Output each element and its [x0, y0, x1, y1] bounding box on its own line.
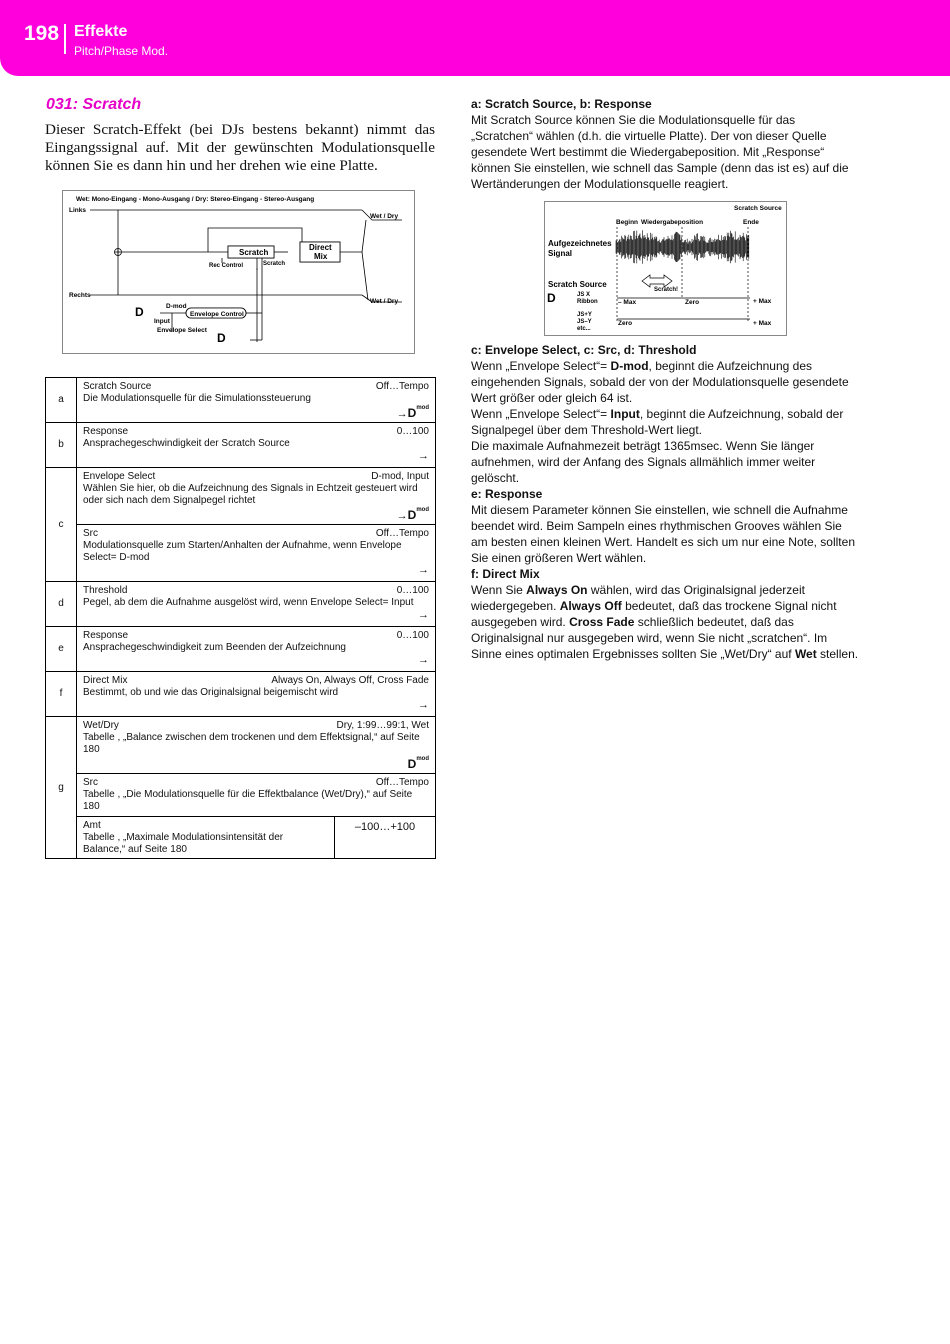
param-threshold: 0…100 Threshold Pegel, ab dem die Aufnahme ausgelöst wird, wenn Envelope Select= Input →: [77, 582, 436, 627]
wave-playback-position: Wiedergabeposition: [641, 219, 704, 226]
wave-scratch-source-top: Scratch Source: [734, 205, 782, 212]
para-response: Mit diesem Parameter können Sie einstellen, wie schnell die Aufnahme beendet wird. Beim Sampeln eines rhythmischen Grooves wählen Sie am besten einen kleinen Wert. Handelt es sich um nur eine Note, sollten Sie einen größeren Wert wählen.: [471, 503, 855, 565]
wave-jsy-plus: JS+Y: [577, 312, 592, 318]
para-direct-mix: Wenn Sie Always On wählen, wird das Originalsignal jederzeit wiedergegeben. Always Off bedeutet, daß das trockene Signal nicht ausgegeben wird. Cross Fade schließlich bedeutet, daß das Originalsignal nur ausgegeben wird, wenn Sie nicht „scratchen“. Im Sinne eines optimalen Ergebnisses sollten Sie „Wet/Dry“ auf Wet stellen.: [471, 583, 859, 661]
para-envelope-dmod: Wenn „Envelope Select“= D-mod, beginnt die Aufzeichnung des eingehenden Signals, sobald der von der Modulationsquelle gesendete Wert größer oder gleich 64 ist.: [471, 359, 849, 405]
wave-jsy-minus: JS–Y: [577, 319, 592, 325]
row-letter-b: b: [46, 423, 77, 468]
wave-scratch-source: Scratch Source: [548, 280, 607, 289]
header-banner: [0, 0, 950, 76]
param-direct-mix: Always On, Always Off, Cross Fade Direct Mix Bestimmt, ob und wie das Originalsignal beigemischt wird →: [77, 672, 436, 717]
right-column: [471, 96, 860, 662]
diagram-dmod-icon-2: D: [217, 331, 226, 345]
wave-recorded-1: Aufgezeichnetes: [548, 239, 612, 248]
param-amt: Amt Tabelle , „Maximale Modulationsintensität der Balance,“ auf Seite 180 –100…+100: [77, 817, 436, 859]
wave-dmod-icon: D: [547, 291, 556, 305]
heading-response: e: Response: [471, 487, 543, 501]
waveform-diagram: [544, 201, 787, 336]
diagram-left-label: Links: [69, 207, 86, 214]
row-letter-d: d: [46, 582, 77, 627]
diagram-wetdry-top: Wet / Dry: [370, 213, 399, 220]
block-diagram: [62, 190, 415, 354]
section-title: Effekte: [74, 23, 128, 40]
diagram-direct-label: Direct: [309, 243, 332, 252]
row-letter-f: f: [46, 672, 77, 717]
wave-zero-1: Zero: [685, 299, 700, 306]
effect-title: 031: Scratch: [46, 96, 142, 113]
dmod-icon: $D^{mod}$: [407, 756, 429, 771]
param-response-2: 0…100 Response Ansprachegeschwindigkeit zum Beenden der Aufzeichnung →: [77, 627, 436, 672]
diagram-dmod-icon: D: [135, 305, 144, 319]
param-response: 0…100 Response Ansprachegeschwindigkeit der Scratch Source →: [77, 423, 436, 468]
diagram-envelope-select: Envelope Select: [157, 327, 207, 334]
diagram-rec-control: Rec Control: [209, 263, 244, 269]
param-envelope-select: D-mod, Input Envelope Select Wählen Sie hier, ob die Aufzeichnung des Signals in Echtzeit gesteuert wird oder sich nach dem Signalpegel richtet $\to D^{mod}$: [77, 468, 436, 525]
diagram-scratch-small: Scratch: [263, 261, 286, 267]
wave-plus-max-2: + Max: [753, 320, 772, 327]
dmod-icon: $D^{mod}$: [407, 405, 429, 420]
diagram-scratch-block: Scratch: [239, 248, 269, 257]
wave-jsx: JS X: [577, 292, 591, 298]
parameter-table: [45, 377, 436, 859]
wave-etc: etc...: [577, 326, 591, 332]
page-number: 198: [24, 22, 60, 45]
wave-zero-2: Zero: [618, 320, 633, 327]
subsection-title: Pitch/Phase Mod.: [74, 44, 169, 58]
wave-end: Ende: [743, 219, 759, 226]
wave-minus-max: – Max: [618, 299, 637, 306]
diagram-input-label: Input: [154, 318, 170, 325]
para-max-time: Die maximale Aufnahmezeit beträgt 1365msec. Wenn Sie länger aufnehmen, wird der Anfang des Signals allmählich immer weiter gelöscht.: [471, 439, 816, 485]
param-wet-dry: Dry, 1:99…99:1, Wet Wet/Dry Tabelle , „Balance zwischen dem trockenen und dem Effektsignal,“ auf Seite 180 $D^{mod}$: [77, 717, 436, 774]
heading-envelope: c: Envelope Select, c: Src, d: Threshold: [471, 343, 697, 357]
diagram-right-label: Rechts: [69, 292, 91, 299]
row-letter-g: g: [46, 717, 77, 859]
param-src-2: Off…Tempo Src Tabelle , „Die Modulationsquelle für die Effektbalance (Wet/Dry),“ auf Seite 180: [77, 774, 436, 817]
diagram-wetdry-bottom: Wet / Dry: [370, 298, 399, 305]
heading-scratch-source: a: Scratch Source, b: Response: [471, 97, 652, 111]
row-letter-c: c: [46, 468, 77, 582]
row-letter-e: e: [46, 627, 77, 672]
row-letter-a: a: [46, 378, 77, 423]
dmod-icon: $D^{mod}$: [407, 507, 429, 522]
wave-recorded-2: Signal: [548, 249, 573, 258]
diagram-caption: Wet: Mono-Eingang - Mono-Ausgang / Dry: Stereo-Eingang - Stereo-Ausgang: [76, 196, 315, 203]
heading-direct-mix: f: Direct Mix: [471, 567, 540, 581]
para-envelope-input: Wenn „Envelope Select“= Input, beginnt die Aufzeichnung, sobald der Signalpegel über dem Threshold-Wert liegt.: [471, 407, 844, 437]
header-divider: [64, 24, 66, 54]
wave-ribbon: Ribbon: [577, 299, 598, 305]
effect-intro: Dieser Scratch-Effekt (bei DJs bestens bekannt) nimmt das Eingangssignal auf. Mit der gewünschten Modulationsquelle können Sie es dann hin und her drehen wie eine Platte.: [45, 121, 435, 174]
wave-begin: Beginn: [616, 219, 639, 226]
para-scratch-source: Mit Scratch Source können Sie die Modulationsquelle für das „Scratchen“ wählen (d.h. die virtuelle Platte). Der von dieser Quelle gesendete Wert bestimmt die Wiedergabeposition. Mit „Response“ können Sie einstellen, wie schnell das Sample (denn das ist es) auf die Wertänderungen der Modulationsquelle reagiert.: [471, 113, 849, 191]
diagram-envelope-control: Envelope Control: [190, 311, 244, 318]
param-src: Off…Tempo Src Modulationsquelle zum Starten/Anhalten der Aufnahme, wenn Envelope Select= D-mod →: [77, 525, 436, 582]
diagram-mix-label: Mix: [314, 252, 328, 261]
wave-plus-max-1: + Max: [753, 298, 772, 305]
diagram-dmod-label: D-mod: [166, 303, 187, 310]
param-scratch-source: Off…Tempo Scratch Source Die Modulationsquelle für die Simulationssteuerung $\to D^{mod}$: [77, 378, 436, 423]
wave-scratch-label: Scratch!: [654, 287, 679, 293]
